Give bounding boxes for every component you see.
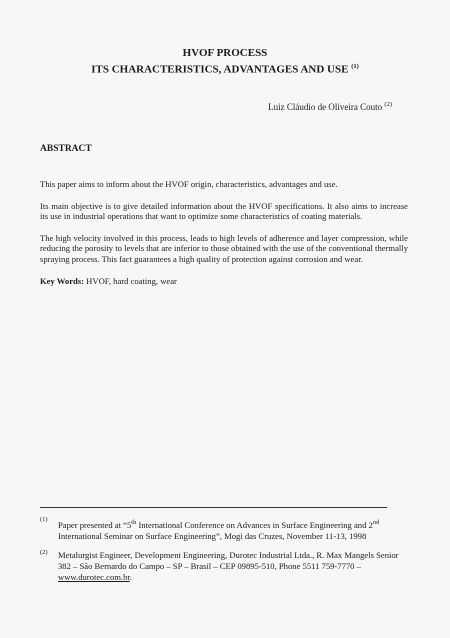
- footnote-2-body: Metalurgist Engineer, Development Engineering, Durotec Industrial Ltda., R. Max Mangels Senior 382 – São Bernardo do Campo – SP – Brasil – CEP 09895-510, Phone 5511 759-7770 –: [58, 550, 399, 571]
- footnote-1-sup-nd: nd: [372, 519, 380, 526]
- abstract-body: [40, 179, 408, 297]
- footnote-1-text: [58, 517, 400, 542]
- keywords-label: Key Words:: [40, 275, 85, 286]
- website-link[interactable]: www.durotec.com.br: [58, 572, 130, 582]
- abstract-paragraph-3: The high velocity involved in this process, leads to high levels of adherence and layer compression, while reducing the porosity to levels that are inferior to those obtained with the use of the conventional thermally spraying process. This fact guarantees a high quality of protection against corrosion and wear.: [40, 232, 408, 264]
- keywords-value: HVOF, hard coating, wear: [86, 275, 177, 286]
- footnote-2-end: .: [129, 572, 132, 582]
- abstract-paragraph-2: Its main objective is to give detailed information about the HVOF specifications. It also aims to increase its use in industrial operations that want to optimize some characteristics of coating materials.: [40, 200, 408, 222]
- title-line-2: [0, 60, 450, 77]
- footnote-1-sup-th: th: [131, 519, 137, 526]
- paper-title: [0, 47, 450, 77]
- footnote-2: [40, 550, 400, 583]
- footnote-1-mark: (1): [40, 516, 48, 523]
- footnote-2-mark: (2): [40, 549, 48, 556]
- author-line: [268, 99, 392, 113]
- abstract-paragraph-1: This paper aims to inform about the HVOF origin, characteristics, advantages and use.: [40, 179, 338, 189]
- author-footnote-ref: (2): [384, 101, 392, 108]
- title-footnote-ref: (1): [351, 63, 359, 70]
- footnote-1-part-b: International Conference on Advances in Surface Engineering and 2: [136, 519, 373, 530]
- author-name: Luiz Cláudio de Oliveira Couto: [268, 102, 383, 112]
- abstract-heading: ABSTRACT: [40, 144, 92, 154]
- footnote-divider: [40, 507, 387, 508]
- footnote-1-part-c: International Seminar on Surface Engineering”, Mogi das Cruzes, November 11-13, 1998: [58, 530, 367, 541]
- title-line-2-text: ITS CHARACTERISTICS, ADVANTAGES AND USE: [91, 63, 349, 76]
- footnote-2-text: [58, 550, 400, 583]
- title-line-1: HVOF PROCESS: [182, 47, 268, 59]
- footnote-1-part-a: Paper presented at “5: [58, 519, 132, 530]
- footnote-1: [40, 517, 400, 542]
- keywords-line: [40, 276, 408, 287]
